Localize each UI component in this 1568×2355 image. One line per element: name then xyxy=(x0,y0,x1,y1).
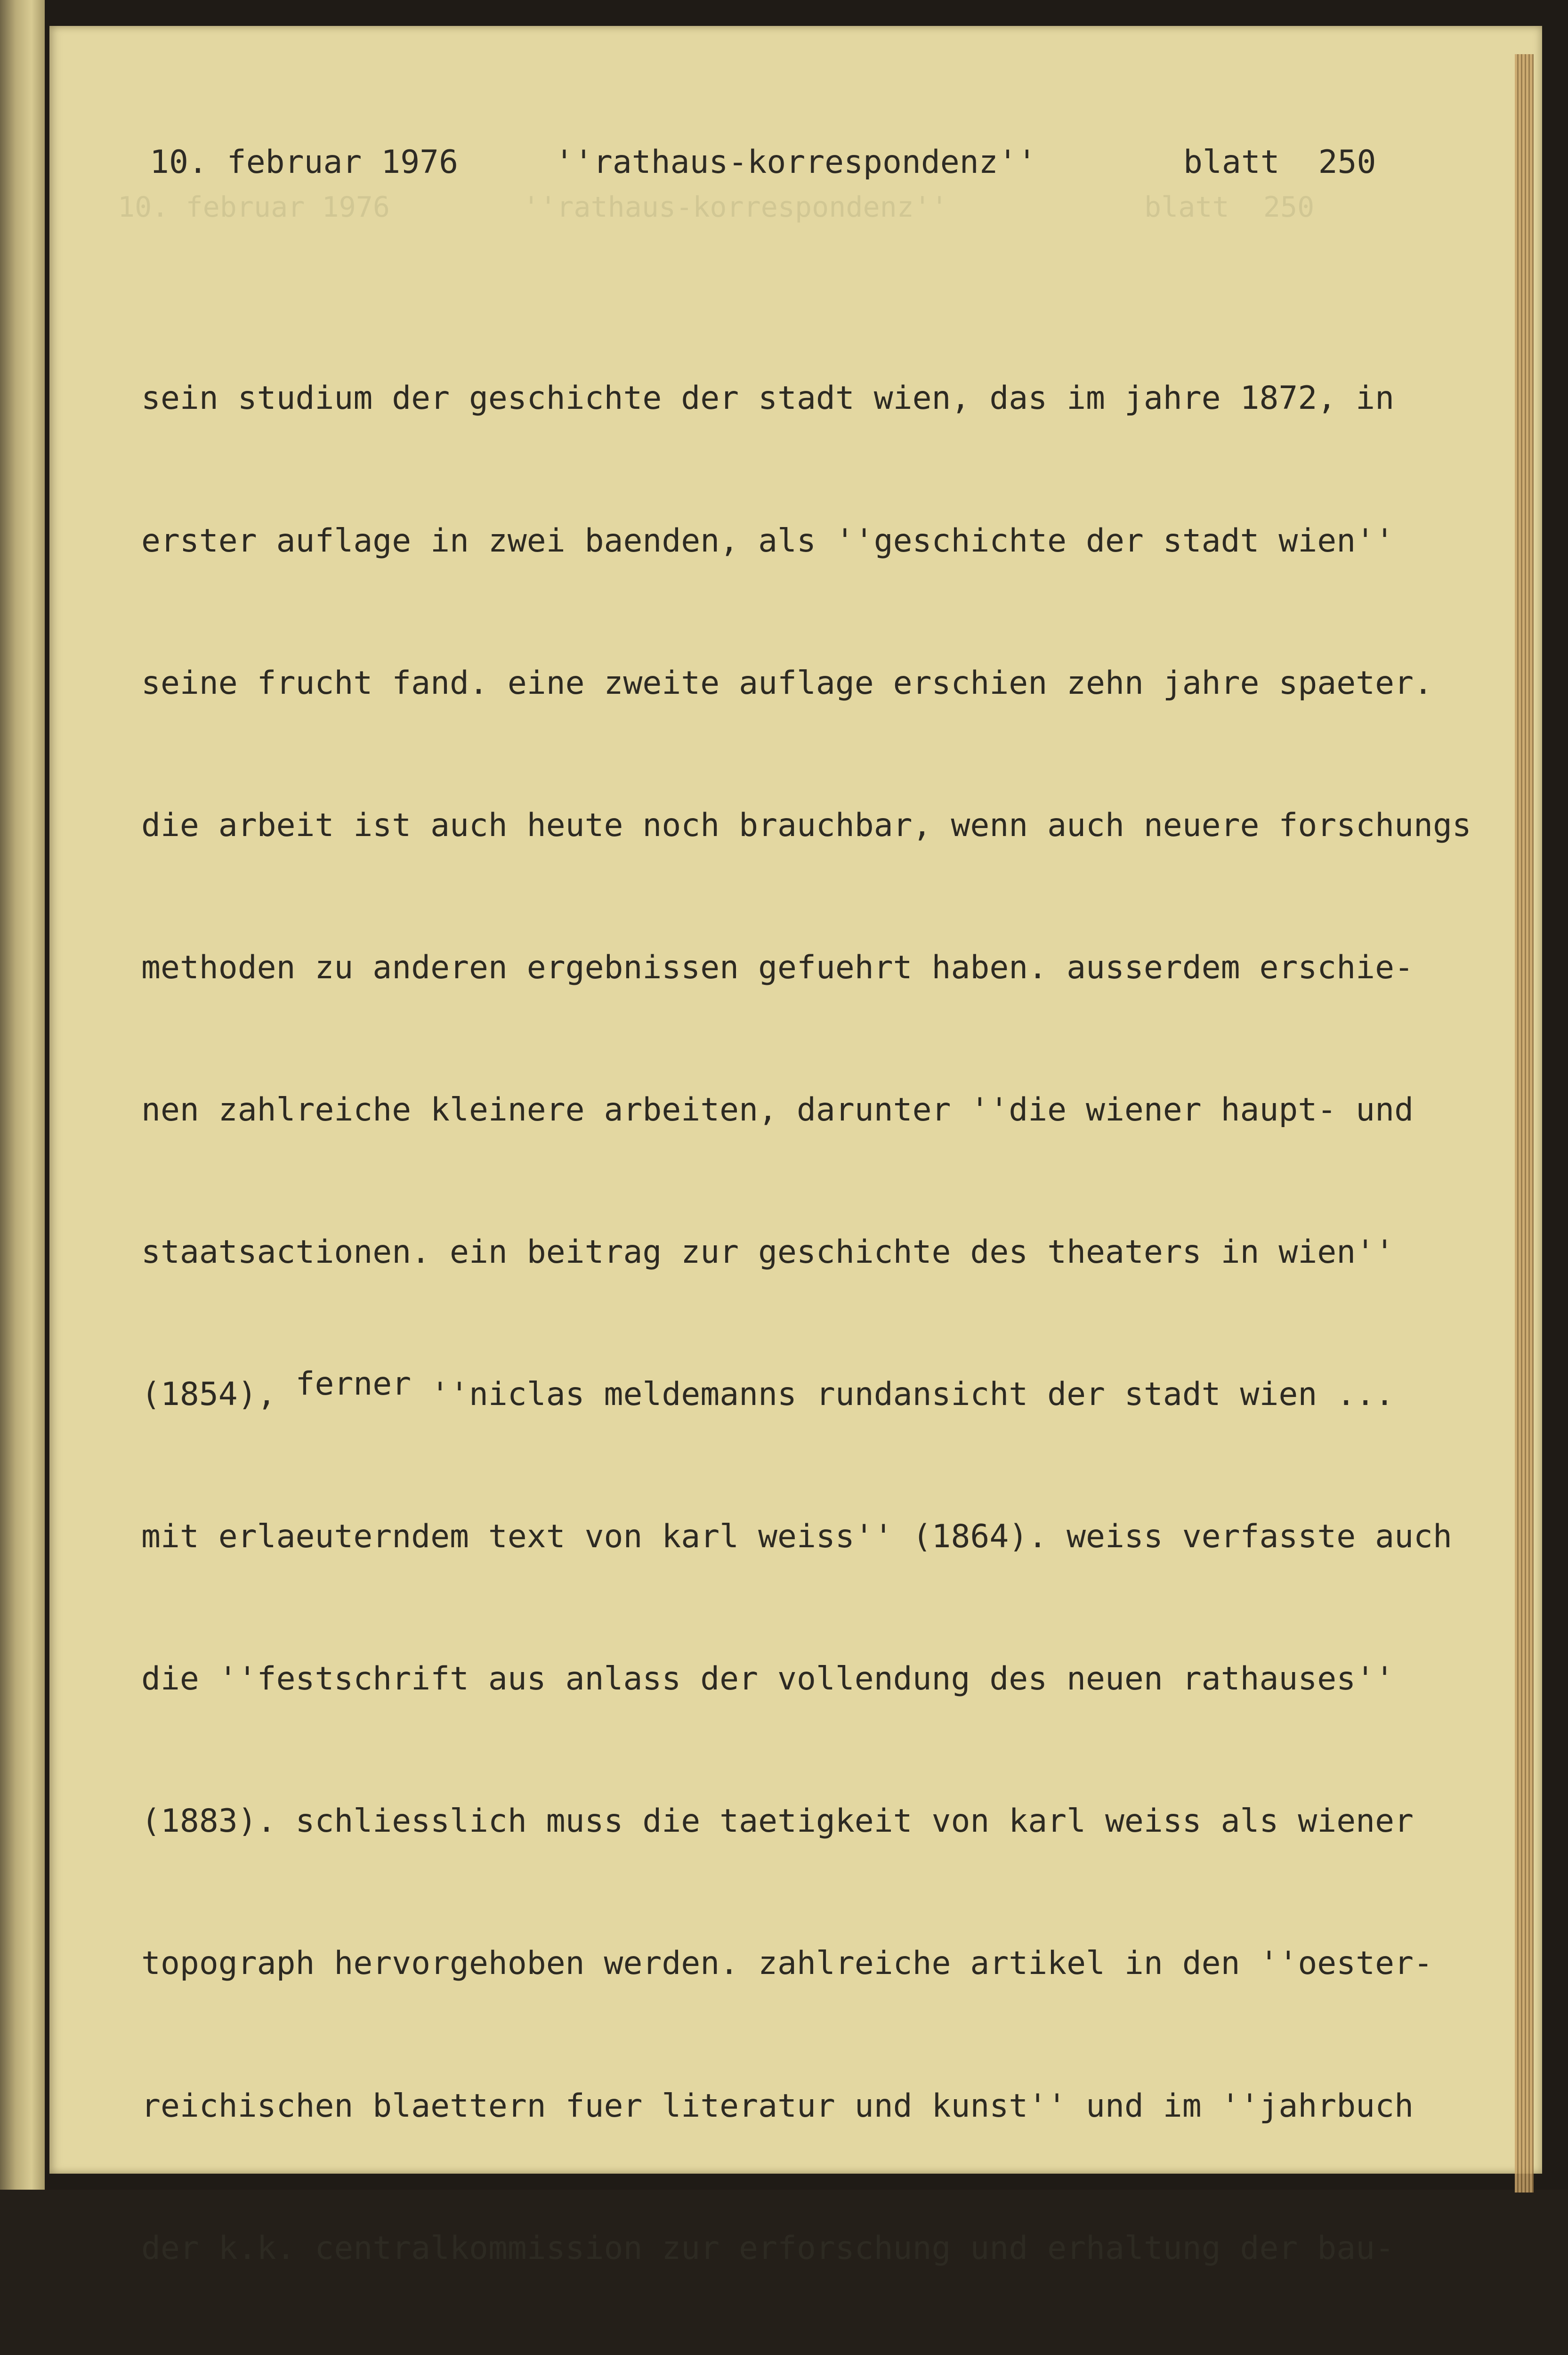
show-through-date: 10. februar 1976 xyxy=(118,191,390,224)
text-line: erster auflage in zwei baenden, als ''geschichte der stadt wien'' xyxy=(141,522,1395,560)
text-line: mit erlaeuterndem text von karl weiss'' (1864). weiss verfasste auch xyxy=(141,1518,1452,1556)
text-line: staatsactionen. ein beitrag zur geschichte des theaters in wien'' xyxy=(141,1233,1395,1271)
text-fragment: (1854), xyxy=(141,1376,296,1413)
text-line: die arbeit ist auch heute noch brauchbar, wenn auch neuere forschungs xyxy=(141,806,1471,844)
raised-word: ferner xyxy=(295,1365,412,1403)
page-header xyxy=(150,144,1412,186)
text-fragment: ''niclas meldemanns rundansicht der stadt wien ... xyxy=(411,1376,1395,1413)
text-line-with-raised-word xyxy=(141,1365,1507,1419)
body-text xyxy=(141,280,1507,2355)
text-line: (1883). schliesslich muss die taetigkeit von karl weiss als wiener xyxy=(141,1803,1414,1840)
text-line: methoden zu anderen ergebnissen gefuehrt haben. ausserdem erschie- xyxy=(141,949,1414,986)
text-line: der k.k. centralkommission zur erforschung und erhaltung der bau- xyxy=(141,2229,1395,2267)
text-line: topograph hervorgehoben werden. zahlreiche artikel in den ''oester- xyxy=(141,1945,1433,1982)
show-through-publication: ''rathaus-korrespondenz'' xyxy=(523,191,948,224)
previous-page-edge xyxy=(0,0,45,2190)
text-line: die ''festschrift aus anlass der vollendung des neuen rathauses'' xyxy=(141,1660,1395,1698)
text-line: sein studium der geschichte der stadt wien, das im jahre 1872, in xyxy=(141,380,1395,417)
header-publication: ''rathaus-korrespondenz'' xyxy=(555,144,1037,181)
text-line: seine frucht fand. eine zweite auflage erschien zehn jahre spaeter. xyxy=(141,664,1433,702)
header-sheet-number: blatt 250 xyxy=(1183,144,1376,181)
page-stack-edge xyxy=(1515,54,1534,2193)
text-line: nen zahlreiche kleinere arbeiten, darunter ''die wiener haupt- und xyxy=(141,1091,1414,1129)
header-date: 10. februar 1976 xyxy=(150,144,459,181)
text-line: reichischen blaettern fuer literatur und kunst'' und im ''jahrbuch xyxy=(141,2087,1414,2125)
show-through-header xyxy=(118,191,1389,228)
show-through-sheet: blatt 250 xyxy=(1144,191,1315,224)
